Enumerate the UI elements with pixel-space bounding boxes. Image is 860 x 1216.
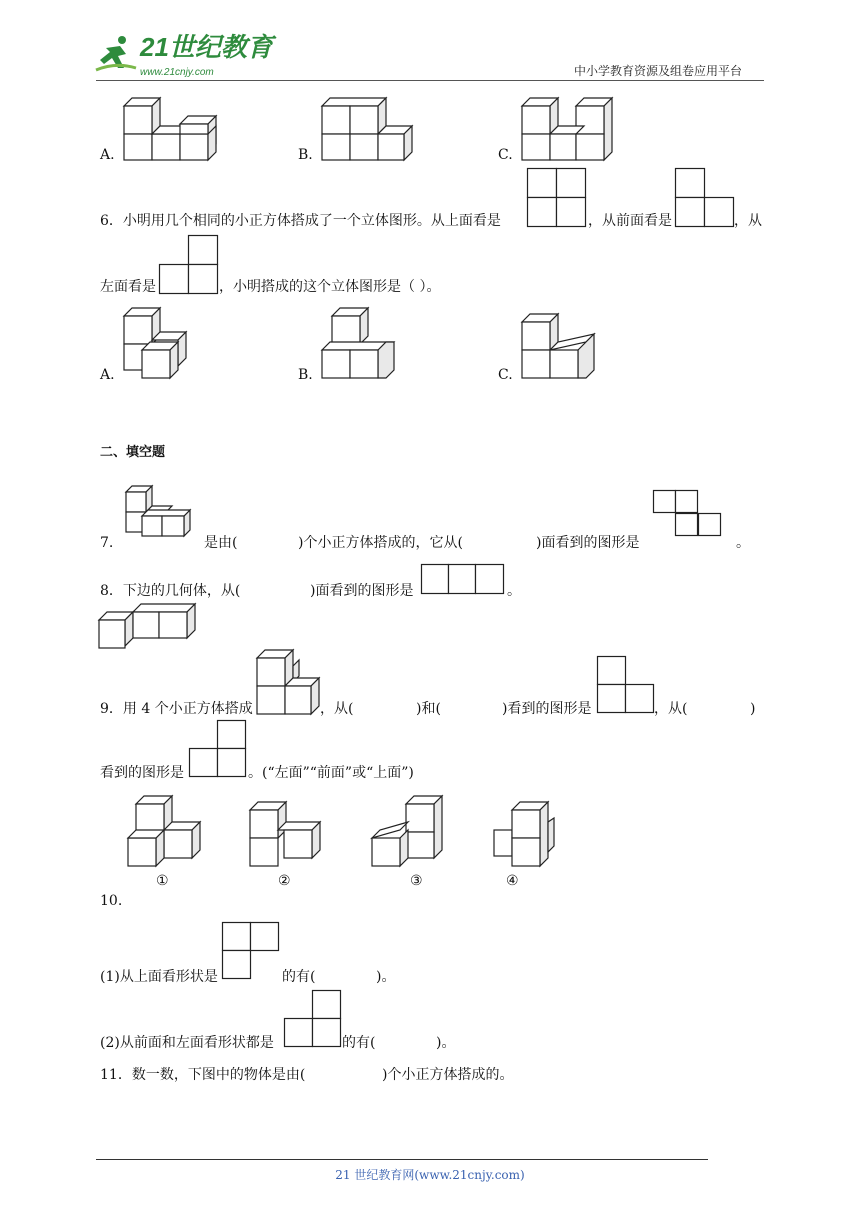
q7-text-1: 是由( bbox=[204, 535, 238, 551]
q9-solid-figure bbox=[257, 650, 323, 716]
q10-figure-3 bbox=[372, 796, 446, 868]
q10-sub1-text-1: (1)从上面看形状是 bbox=[100, 969, 218, 985]
q10-sub2-text-2: 的有( bbox=[342, 1035, 376, 1051]
q7-number: 7. bbox=[100, 535, 114, 551]
q5-option-a-figure bbox=[124, 98, 224, 162]
q10-figure-2 bbox=[250, 802, 324, 868]
q10-figure-1 bbox=[128, 796, 202, 868]
q6-text-4: 左面看是 bbox=[100, 279, 156, 295]
q9-text-4: )看到的图形是 bbox=[502, 701, 592, 717]
logo-url: www.21cnjy.com bbox=[140, 67, 214, 78]
section-2-title: 二、填空题 bbox=[100, 445, 166, 460]
q10-label-3: ③ bbox=[410, 873, 423, 889]
q6-text-5: ，小明搭成的这个立体图形是（ ）。 bbox=[219, 279, 441, 295]
q8-text-2: )面看到的图形是 bbox=[310, 583, 414, 599]
q9-text-5: ，从( bbox=[654, 701, 688, 717]
q5-option-b-label: B. bbox=[298, 147, 313, 163]
footer-divider bbox=[96, 1159, 708, 1160]
q10-number: 10. bbox=[100, 893, 123, 909]
q9-view-shape-2 bbox=[189, 720, 249, 780]
q7-view-shape bbox=[653, 490, 723, 538]
q7-text-4: 。 bbox=[736, 535, 750, 551]
q8-text-1: 8．下边的几何体，从( bbox=[100, 583, 241, 599]
q7-text-2: )个小正方体搭成的，它从( bbox=[298, 535, 463, 551]
q9-text-8: 。(“左面”“前面”或“上面”) bbox=[248, 765, 414, 781]
platform-name: 中小学教育资源及组卷应用平台 bbox=[574, 64, 743, 78]
q10-sub2-text-3: )。 bbox=[436, 1035, 456, 1051]
q10-label-4: ④ bbox=[506, 873, 519, 889]
footer-text: 21 世纪教育网(www.21cnjy.com) bbox=[335, 1168, 525, 1182]
q10-sub1-text-2: 的有( bbox=[282, 969, 316, 985]
q5-option-c-figure bbox=[522, 98, 622, 162]
q10-label-1: ① bbox=[156, 873, 169, 889]
q6-text-2: ，从前面看是 bbox=[588, 213, 672, 229]
q10-sub1-view-shape bbox=[222, 922, 282, 982]
q8-text-3: 。 bbox=[507, 583, 521, 599]
q7-text-3: )面看到的图形是 bbox=[536, 535, 640, 551]
q11-text-1: 11．数一数，下图中的物体是由( bbox=[100, 1067, 306, 1083]
q6-option-b-label: B. bbox=[298, 367, 313, 383]
q11-text-2: )个小正方体搭成的。 bbox=[382, 1067, 514, 1083]
logo-runner-icon bbox=[96, 34, 136, 74]
logo-text: 21世纪教育 bbox=[140, 32, 273, 62]
q6-option-c-figure bbox=[522, 314, 602, 382]
q10-figure-4 bbox=[494, 802, 558, 868]
q6-text-3: ，从 bbox=[734, 213, 762, 229]
q6-front-view bbox=[675, 168, 735, 228]
q7-solid-figure bbox=[126, 486, 192, 542]
q10-sub2-view-shape bbox=[284, 990, 344, 1050]
q9-text-3: )和( bbox=[416, 701, 441, 717]
q6-option-a-label: A. bbox=[100, 367, 115, 383]
header-divider bbox=[96, 80, 764, 81]
q5-option-b-figure bbox=[322, 98, 422, 162]
q8-solid-figure bbox=[99, 604, 199, 652]
q9-text-7: 看到的图形是 bbox=[100, 765, 184, 781]
q10-label-2: ② bbox=[278, 873, 291, 889]
q5-option-a-label: A. bbox=[100, 147, 115, 163]
q9-text-6: ) bbox=[750, 701, 756, 717]
q9-text-2: ，从( bbox=[320, 701, 354, 717]
q5-option-c-label: C. bbox=[498, 147, 513, 163]
q6-option-b-figure bbox=[322, 308, 402, 380]
q6-text-1: 6．小明用几个相同的小正方体搭成了一个立体图形。从上面看是 bbox=[100, 213, 501, 229]
q6-option-c-label: C. bbox=[498, 367, 513, 383]
q9-view-shape-1 bbox=[597, 656, 657, 716]
q6-option-a-figure bbox=[124, 308, 194, 380]
q10-sub2-text-1: (2)从前面和左面看形状都是 bbox=[100, 1035, 274, 1051]
q8-view-shape bbox=[421, 564, 507, 596]
q9-text-1: 9．用 4 个小正方体搭成 bbox=[100, 701, 253, 717]
q10-sub1-text-3: )。 bbox=[376, 969, 396, 985]
q6-top-view bbox=[527, 168, 587, 228]
q6-left-view bbox=[159, 235, 219, 295]
